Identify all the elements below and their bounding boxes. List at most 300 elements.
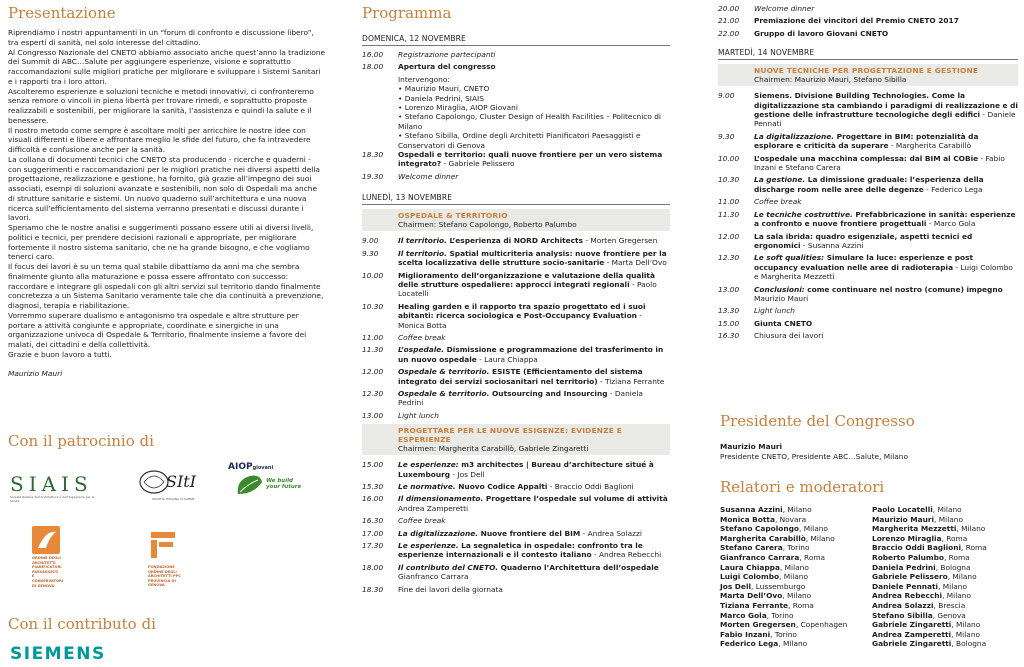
schedule-time: 16.00: [362, 50, 384, 59]
schedule-description: [754, 232, 1018, 251]
speaker-city: , Milano: [942, 591, 971, 601]
schedule-item: [362, 271, 670, 299]
schedule-topic: Conclusioni:: [754, 284, 805, 294]
aiop-leaf-icon: [234, 474, 264, 496]
schedule-time: 17.30: [362, 541, 384, 551]
schedule-text: Welcome dinner: [754, 4, 815, 13]
sunday-schedule: [362, 50, 670, 181]
siti-logo: [136, 468, 198, 504]
speaker-name: Tiziana Ferrante: [720, 600, 789, 610]
schedule-time: 21.00: [718, 16, 740, 26]
schedule-description: [398, 103, 670, 112]
speaker-name: Marco Gola: [720, 610, 767, 620]
schedule-topic: L’ospedale.: [398, 345, 445, 355]
schedule-time: [362, 94, 398, 103]
schedule-title: Progettare l’ospedale sul volume di attività: [483, 494, 668, 504]
speaker-city: , Torino: [766, 610, 794, 620]
schedule-topic: Il territorio.: [398, 248, 447, 258]
speaker-city: , Milano: [799, 524, 828, 534]
schedule-description: [754, 132, 1018, 151]
speaker-name: Stefano Carera: [720, 543, 783, 553]
presentation-paragraph: Riprendiamo i nostri appuntamenti in un “forum di confronto e discussione libero”, tra esperti di sanità, nel solo interesse del cittadino.: [8, 28, 314, 47]
schedule-topic: Le normative.: [398, 482, 456, 491]
schedule-time: 11.30: [718, 209, 740, 219]
ordine-text-line: ARCHITETTI: [32, 560, 56, 565]
schedule-speaker: - Luigi Colombo e Margherita Mezzetti: [754, 262, 1013, 282]
schedule-speaker: - Margherita Carabillò: [888, 141, 972, 151]
schedule-item: [362, 529, 670, 538]
schedule-text: • Stefano Sibilla, Ordine degli Architetti Pianificatori Paesaggisti e Conservatori di Genova: [398, 131, 641, 150]
evening-schedule: [718, 4, 1018, 38]
speaker-name: Gianfranco Carrara: [720, 552, 800, 562]
schedule-title: Miglioramento dell’organizzazione e valutazione della qualità delle strutture ospedaliere: approcci integrati regionali: [398, 270, 655, 289]
presentation-paragraph: Al Congresso Nazionale del CNETO abbiamo associato anche quest’anno la tradizione dei Summit di ABC…Salute per aggiungere esperienze, visione e soprattutto raccomandazioni sulle migliori pratiche per migliorare e sviluppare i Sistemi Sanitari e i rapporti tra i loro attori.: [8, 47, 326, 86]
schedule-time: 10.30: [362, 301, 384, 311]
schedule-description: [398, 541, 670, 560]
schedule-time: 19.30: [362, 171, 384, 181]
presentation-paragraph: Vorremmo superare dualismo e antagonismo tra ospedale e altre strutture per portare a attività congiunte e appropriate, coordinate e sinergiche in una organizzazione univoca di Ospedale & Territorio, finalmente insieme a favore dei malati, dei cittadini e della collettività.: [8, 310, 307, 349]
schedule-item: [718, 232, 1018, 251]
schedule-description: [754, 16, 1018, 25]
speaker-name: Monica Botta: [720, 514, 775, 524]
schedule-title: Quaderno l’Architettura dell’ospedale: [498, 562, 659, 572]
schedule-title: Progettare in BIM: potenzialità da esplorare e criticità da superare: [754, 131, 979, 151]
schedule-item: [718, 210, 1018, 229]
schedule-description: [398, 516, 670, 525]
schedule-description: [398, 249, 670, 268]
presentation-column: [8, 0, 326, 667]
schedule-item: [718, 197, 1018, 206]
schedule-speaker: - Marta Dell’Ovo: [604, 258, 667, 268]
president-role: Presidente CNETO, Presidente ABC…Salute, Milano: [720, 452, 908, 461]
speaker-entry: [720, 563, 870, 573]
sias-wordmark: SIAIS: [10, 472, 93, 496]
schedule-item: [718, 253, 1018, 281]
schedule-description: [398, 302, 670, 330]
schedule-description: [398, 172, 670, 181]
presentation-paragraph: La collana di documenti tecnici che CNETO sta producendo - ricerche e quaderni - con suggerimenti e raccomandazioni per le migliori pratiche nei diversi aspetti della progettazione, realizzazione e gestione, ha fornito, già grazie all’impegno dei suoi associati, esempi di soluzioni avanzate e sostenibili, non solo di Ospedali ma anche di strutture sanitarie e sistemi. Un nuovo quaderno sull’architettura e una nuova ricerca sull’efficientamento del sistema verranno presentati e discussi durante i lavori.: [8, 154, 320, 223]
session-title: OSPEDALE & TERRITORIO: [398, 211, 508, 221]
speaker-city: , Milano: [932, 505, 962, 514]
schedule-time: [362, 112, 398, 131]
speaker-name: Andrea Solazzi: [872, 600, 934, 610]
schedule-speaker: - Gabriele Pelissero: [441, 159, 515, 169]
siti-wordmark: SItI: [166, 472, 197, 491]
schedule-title: L’ospedale una macchina complessa: dal BIM al COBie: [754, 153, 979, 163]
schedule-text: • Daniela Pedrini, SIAIS: [398, 93, 484, 103]
speaker-entry: [872, 639, 1018, 649]
ordine-text-line: CONSERVATORI: [32, 578, 64, 583]
speaker-entry: [872, 620, 1018, 630]
presentation-paragraph: Grazie e buon lavoro a tutti.: [8, 349, 112, 359]
schedule-topic: La digitalizzazione.: [398, 528, 479, 538]
speaker-entry: [720, 639, 870, 649]
schedule-title: ESISTE (Efficientamento del sistema integrato dei servizi sociosanitari nel territorio): [398, 367, 643, 386]
program-title: Programma: [362, 4, 452, 22]
schedule-speaker: - Marco Gola: [926, 219, 976, 229]
schedule-description: [398, 333, 670, 342]
schedule-description: [754, 91, 1018, 129]
schedule-description: [398, 411, 670, 420]
speaker-name: Gabriele Zingaretti: [872, 639, 952, 649]
schedule-time: 12.00: [362, 367, 384, 377]
speaker-entry: [872, 553, 1018, 563]
fondazione-text-line: PROVINCIA DI GENOVA: [148, 578, 176, 588]
schedule-description: [398, 529, 670, 538]
schedule-speaker: - Paolo Locatelli: [398, 279, 657, 299]
speaker-entry: [720, 582, 870, 592]
ordine-emblem-icon: [32, 526, 60, 554]
schedule-time: 20.00: [718, 4, 740, 13]
schedule-description: [398, 367, 670, 386]
schedule-time: 9.30: [362, 248, 379, 258]
schedule-title: Siemens. Divisione Building Technologies. Come la digitalizzazione sta cambiando i paradigmi di realizzazione e di gestione delle infrastrutture tecnologiche degli edifici: [754, 91, 1018, 120]
schedule-topic: Ospedale & territorio.: [398, 388, 490, 398]
speaker-city: , Bologna: [951, 639, 987, 649]
speaker-entry: [720, 620, 870, 630]
speaker-entry: [720, 572, 870, 582]
schedule-text: • Maurizio Mauri, CNETO: [398, 84, 490, 94]
aiop-tagline: We build your future: [266, 478, 302, 490]
presentation-paragraph: Il nostro metodo come sempre è ascoltare molti per arricchire le nostre idee con visuali differenti e libere e affrontare meglio le sfide del futuro, che fa intravedere difficoltà e confusione anche per la sanità.: [8, 125, 311, 154]
schedule-description: [398, 271, 670, 299]
schedule-speaker: - Daniela Pedrini: [398, 388, 643, 408]
session1-schedule: [362, 236, 670, 420]
speaker-city: , Genova: [932, 610, 966, 620]
speaker-entry: [872, 601, 1018, 611]
fondazione-text-line: ARCHITETTI PPC: [148, 574, 181, 579]
ordine-text-line: PAESAGGISTI E: [32, 569, 59, 579]
patronage-title: Con il patrocinio di: [8, 432, 154, 450]
schedule-item: [362, 236, 670, 245]
ordine-text-line: DI GENOVA: [32, 583, 55, 588]
speaker-entry: [872, 582, 1018, 592]
schedule-topic: La digitalizzazione.: [754, 131, 835, 141]
fondazione-emblem-icon: [148, 530, 178, 560]
schedule-item: [362, 150, 670, 169]
schedule-text: Premiazione dei vincitori del Premio CNETO 2017: [754, 16, 959, 26]
fondazione-text-line: ORDINE DEGLI: [148, 569, 177, 574]
schedule-title: Outsourcing and Insourcing: [489, 388, 608, 398]
speaker-name: Lorenzo Miraglia: [872, 533, 942, 543]
schedule-topic: Le esperienze:: [398, 460, 459, 470]
schedule-time: 12.30: [718, 253, 740, 263]
schedule-topic: Ospedale & territorio.: [398, 367, 490, 377]
schedule-description: [754, 253, 1018, 281]
speaker-entry: [872, 591, 1018, 601]
day-heading-sunday: DOMENICA, 12 NOVEMBRE: [362, 34, 670, 46]
schedule-time: 16.30: [718, 331, 740, 341]
schedule-speaker: - Tiziana Ferrante: [597, 376, 665, 386]
schedule-description: [754, 197, 1018, 206]
schedule-item: [718, 331, 1018, 340]
schedule-description: [754, 154, 1018, 173]
schedule-time: 11.00: [718, 197, 740, 207]
schedule-description: [398, 131, 670, 150]
schedule-time: 18.30: [362, 150, 384, 160]
schedule-topic: Il dimensionamento.: [398, 494, 484, 504]
schedule-description: [754, 319, 1018, 328]
schedule-time: 13.00: [718, 284, 740, 294]
schedule-title: Prefabbricazione in sanità: esperienze a confronto e nuove frontiere progettuali: [754, 209, 1016, 229]
session-nuove-esigenze: [362, 424, 670, 455]
schedule-title: La sala ibrida: quadro esigenziale, aspetti tecnici ed ergonomici: [754, 231, 973, 250]
schedule-item: [362, 62, 670, 71]
schedule-time: 12.30: [362, 388, 384, 398]
schedule-speaker: Andrea Zamperetti: [398, 503, 469, 513]
schedule-description: [754, 29, 1018, 38]
speaker-city: , Milano: [779, 562, 809, 572]
president-block: [720, 442, 908, 462]
schedule-time: 12.00: [718, 231, 740, 241]
schedule-speaker: - Monica Botta: [398, 311, 642, 330]
speaker-name: Daniela Pedrini: [872, 562, 936, 572]
schedule-item: [362, 333, 670, 342]
schedule-item: [362, 585, 670, 594]
speaker-name: Gabriele Zingaretti: [872, 620, 952, 630]
schedule-description: [398, 62, 670, 71]
session-ospedale-territorio: [362, 209, 670, 231]
schedule-time: [362, 131, 398, 150]
day-heading-tuesday: MARTEDÌ, 14 NOVEMBRE: [718, 48, 1018, 60]
schedule-text: • Lorenzo Miraglia, AIOP Giovani: [398, 103, 518, 113]
schedule-item: [718, 319, 1018, 328]
schedule-speaker: Fine dei lavori della giornata: [398, 584, 503, 594]
speaker-name: Roberto Palumbo: [872, 552, 944, 562]
schedule-time: [362, 103, 398, 112]
schedule-title: Healing garden e il rapporto tra spazio progettato ed i suoi abitanti: ricerca sociologica e Post-Occupancy Evaluation: [398, 301, 646, 321]
speaker-city: , Milano: [782, 505, 812, 514]
session-nuove-tecniche: [718, 64, 1018, 86]
session-title: NUOVE TECNICHE PER PROGETTAZIONE E GESTIONE: [754, 66, 979, 76]
schedule-description: [398, 236, 670, 245]
ordine-text-line: ORDINE DEGLI: [32, 556, 61, 560]
schedule-speaker: - Andrea Solazzi: [580, 528, 642, 538]
schedule-item: [362, 131, 670, 150]
schedule-text: Gruppo di lavoro Giovani CNETO: [754, 28, 889, 38]
schedule-time: 16.30: [362, 516, 384, 526]
speaker-entry: [872, 543, 1018, 553]
schedule-item: [718, 306, 1018, 315]
schedule-time: 18.00: [362, 562, 384, 572]
speaker-city: , Torino: [770, 629, 797, 639]
session-chairmen: Chairmen: Margherita Carabillò, Gabriele Zingaretti: [398, 444, 589, 454]
speaker-name: Margherita Mezzetti: [872, 524, 957, 534]
schedule-time: 17.00: [362, 528, 384, 538]
aiop-logo: [228, 462, 308, 502]
schedule-item: [362, 75, 670, 84]
speaker-city: , Milano: [947, 572, 977, 582]
fondazione-text: [148, 565, 192, 588]
schedule-topic: Le tecniche costruttive.: [754, 209, 853, 219]
schedule-speaker: Chiusura dei lavori: [754, 331, 824, 341]
schedule-time: 15.00: [362, 460, 384, 470]
schedule-time: 11.00: [362, 332, 384, 342]
schedule-item: [362, 249, 670, 268]
schedule-item: [362, 411, 670, 420]
speaker-name: Morten Gregersen: [720, 620, 796, 630]
presentation-paragraph: Il focus dei lavori è su un tema qual stabile dibattiamo da anni ma che sembra finalmente giunto alla maturazione e possa essere affrontato con successo: raccordare e integrare gli ospedali con gli altri servizi sul territorio dando finalmente concretezza a un Sistema Sanitario veramente tale che dia continuità a prevenzione, diagnosi, terapia e riabilitazione.: [8, 262, 324, 310]
speaker-entry: [720, 630, 870, 640]
speaker-entry: [720, 553, 870, 563]
schedule-item: [362, 302, 670, 330]
schedule-time: 13.00: [362, 410, 384, 420]
schedule-time: [362, 84, 398, 93]
schedule-speaker: - Braccio Oddi Baglioni: [547, 482, 634, 491]
speaker-name: Luigi Colombo: [720, 572, 780, 582]
tuesday-column: [718, 0, 1018, 667]
schedule-title: L’esperienza di NORD Architects: [446, 236, 583, 246]
speaker-entry: [720, 524, 870, 534]
speaker-entry: [720, 591, 870, 601]
schedule-description: [398, 112, 670, 131]
schedule-description: [754, 306, 1018, 315]
schedule-description: [754, 175, 1018, 194]
speaker-name: Stefano Sibilla: [872, 610, 933, 620]
speaker-city: , Roma: [788, 600, 814, 610]
schedule-title: Nuovo Codice Appalti: [455, 482, 548, 491]
schedule-text: Apertura del congresso: [398, 62, 496, 72]
schedule-text: • Stefano Capolongo, Cluster Design of Health Facilities – Politecnico di Milano: [398, 112, 661, 131]
speaker-city: , Brescia: [933, 600, 966, 610]
speaker-name: Maurizio Mauri: [872, 514, 935, 524]
schedule-time: 22.00: [718, 28, 740, 38]
schedule-time: 9.00: [362, 236, 379, 246]
speaker-name: Fabio Inzani: [720, 629, 771, 639]
schedule-speaker: - Daniele Pennati: [754, 110, 1016, 129]
schedule-speaker: - Morten Gregersen: [583, 236, 658, 246]
speaker-name: Andrea Rebecchi: [872, 591, 943, 601]
schedule-time: 13.30: [718, 306, 740, 316]
schedule-description: [398, 389, 670, 408]
speaker-entry: [872, 524, 1018, 534]
speaker-city: , Torino: [782, 543, 810, 553]
schedule-time: 9.30: [718, 131, 735, 141]
speaker-name: Braccio Oddi Baglioni: [872, 543, 962, 553]
schedule-time: 15.00: [718, 318, 740, 328]
speaker-city: , Copenhagen: [795, 620, 848, 630]
schedule-text: Welcome dinner: [398, 171, 459, 181]
president-name: Maurizio Mauri: [720, 442, 783, 451]
speaker-name: Jos Dell: [720, 581, 752, 591]
schedule-description: [398, 75, 670, 84]
presentation-text: [8, 28, 326, 360]
schedule-speaker: Light lunch: [754, 306, 795, 316]
schedule-title: m3 architectes | Bureau d’architecture situé à Luxembourg: [398, 460, 654, 479]
ordine-architetti-logo: [32, 526, 62, 596]
schedule-item: [362, 494, 670, 513]
speaker-entry: [720, 601, 870, 611]
schedule-description: [398, 94, 670, 103]
schedule-text: Ospedali e territorio: quali nuove frontiere per un vero sistema integrato?: [398, 150, 663, 169]
speaker-entry: [872, 563, 1018, 573]
schedule-title: Simulare la luce: esperienze e post occupancy evaluation nelle aree di radioterapia: [754, 253, 974, 272]
speaker-city: , Roma: [799, 552, 826, 562]
speaker-city: , Milano: [805, 533, 835, 543]
schedule-item: [718, 175, 1018, 194]
speaker-entry: [872, 611, 1018, 621]
schedule-speaker: Coffee break: [398, 516, 446, 526]
speaker-city: , Milano: [956, 524, 986, 534]
schedule-item: [362, 84, 670, 93]
speaker-entry: [872, 630, 1018, 640]
schedule-time: 10.00: [718, 153, 740, 163]
schedule-item: [362, 516, 670, 525]
ordine-text: [32, 556, 62, 588]
schedule-speaker: Gianfranco Carrara: [398, 572, 469, 582]
schedule-item: [718, 132, 1018, 151]
schedule-time: 9.00: [718, 91, 735, 101]
schedule-description: [754, 331, 1018, 340]
speaker-city: , Novara: [774, 514, 807, 524]
schedule-topic: Le esperienze.: [398, 541, 459, 551]
schedule-time: 10.30: [718, 175, 740, 185]
schedule-text: Intervengono:: [398, 74, 450, 84]
schedule-topic: La gestione.: [754, 175, 806, 185]
schedule-speaker: - Andrea Rebecchi: [591, 550, 662, 560]
speaker-name: Paolo Locatelli: [872, 505, 933, 514]
ordine-text-line: PIANIFICATORI: [32, 565, 62, 570]
schedule-title: Giunta CNETO: [754, 318, 813, 328]
schedule-item: [362, 389, 670, 408]
schedule-title: Dismissione e programmazione del trasferimento in un nuovo ospedale: [398, 345, 664, 364]
speaker-name: Daniele Pennati: [872, 581, 939, 591]
fondazione-logo: [148, 530, 192, 594]
schedule-item: [718, 4, 1018, 13]
schedule-title: Nuove frontiere del BIM: [478, 528, 581, 538]
speaker-entry: [872, 534, 1018, 544]
schedule-item: [362, 172, 670, 181]
schedule-item: [718, 285, 1018, 304]
schedule-topic: Il territorio.: [398, 236, 447, 246]
schedule-description: [398, 494, 670, 513]
siemens-logo: SIEMENS: [10, 644, 106, 664]
speaker-entry: [720, 534, 870, 544]
schedule-speaker: - Jos Dell: [450, 469, 485, 479]
schedule-topic: Le soft qualities:: [754, 253, 825, 263]
schedule-item: [362, 541, 670, 560]
speaker-city: , Roma: [941, 533, 968, 543]
speaker-name: Marta Dell’Ovo: [720, 591, 783, 601]
speaker-name: Stefano Capolongo: [720, 524, 800, 534]
speaker-name: Margherita Carabillò: [720, 533, 806, 543]
schedule-speaker: - Susanna Azzini: [800, 240, 864, 250]
schedule-description: [754, 285, 1018, 304]
speaker-city: , Milano: [938, 581, 967, 591]
schedule-item: [718, 154, 1018, 173]
schedule-text: Registrazione partecipanti: [398, 50, 496, 59]
speaker-entry: [720, 515, 870, 525]
schedule-speaker: - Laura Chiappa: [476, 354, 538, 364]
schedule-time: 15.30: [362, 482, 384, 491]
schedule-description: [398, 460, 670, 479]
session-chairmen: Chairmen: Maurizio Mauri, Stefano Sibilla: [754, 75, 907, 85]
schedule-item: [718, 16, 1018, 25]
schedule-topic: Il contributo del CNETO.: [398, 562, 499, 572]
schedule-description: [398, 482, 670, 491]
speaker-entry: [720, 543, 870, 553]
schedule-title: come continuare nel nostro (comune) impegno: [804, 284, 1003, 294]
schedule-time: 10.00: [362, 270, 384, 280]
day-heading-monday: LUNEDÌ, 13 NOVEMBRE: [362, 193, 670, 205]
schedule-time: [362, 75, 398, 84]
schedule-description: [754, 4, 1018, 13]
speaker-name: Andrea Zamperetti: [872, 629, 952, 639]
schedule-speaker: Maurizio Mauri: [754, 293, 809, 303]
aiop-wordmark: AIOPgiovani: [228, 462, 274, 472]
speakers-right-column: [872, 505, 1018, 649]
speaker-city: , Roma: [961, 543, 987, 553]
